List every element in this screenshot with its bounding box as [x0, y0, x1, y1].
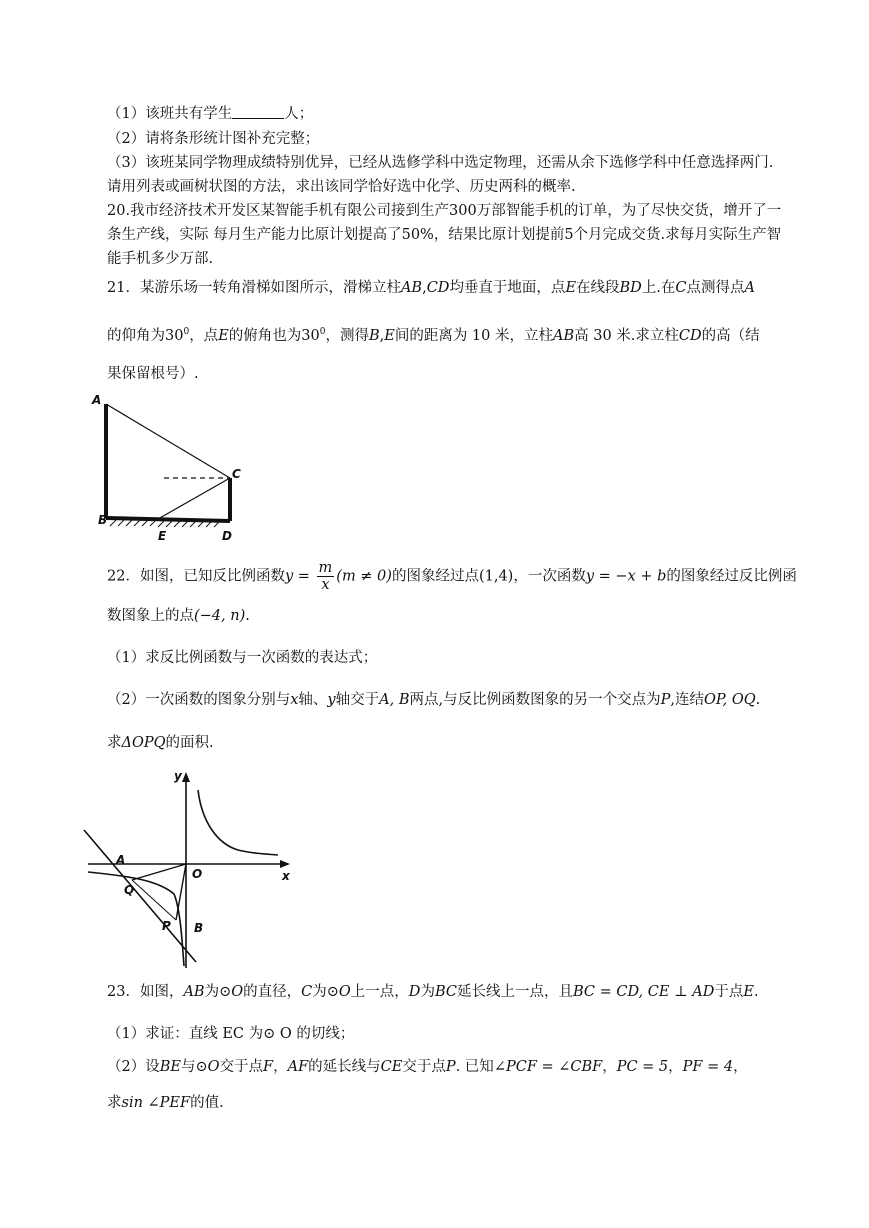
var-d: D [408, 984, 421, 1000]
var-p: P [660, 692, 671, 708]
q23-part2-line2 [107, 1093, 224, 1113]
var-be: BE [159, 1059, 181, 1075]
point-1-4: (1,4) [478, 568, 514, 585]
q23-text: 的延长线与 [308, 1059, 381, 1075]
var-af: AF [287, 1059, 309, 1075]
q23-text: 的直径， [243, 984, 302, 1000]
q22-text: . [755, 692, 761, 708]
q23-text: 延长线上一点，且 [456, 984, 573, 1000]
condition-bc-cd: BC = CD, CE ⊥ AD [572, 984, 715, 1000]
q23-text: 为⊙ [204, 984, 232, 1000]
var-x: x [290, 692, 299, 708]
q23-part2 [107, 1057, 748, 1077]
q23-text: 交于点 [219, 1059, 264, 1075]
y-axis-arrow [182, 772, 190, 782]
q19-part3-line1: （3）该班某同学物理成绩特别优异，已经从选修学科中选定物理，还需从余下选修学科中任意选择两门. [107, 155, 774, 171]
q22-text: 的面积. [165, 735, 214, 751]
var-ab: AB [553, 327, 575, 344]
var-bd: BD [619, 280, 642, 296]
q21-text: 间的距离为 10 米，立柱 [394, 327, 553, 344]
q23-text: 与⊙ [180, 1059, 208, 1075]
var-y: y [284, 568, 294, 585]
segment-oq [132, 864, 186, 880]
q22-line1 [107, 560, 797, 593]
pc-value: PC = 5 [616, 1059, 669, 1075]
angle-equality: ∠PCF = ∠CBF [493, 1059, 603, 1075]
point-neg4-n: (−4, n) [194, 608, 246, 624]
q23-text: 求 [107, 1095, 122, 1111]
q20-line3: 能手机多少万部. [107, 251, 214, 267]
q23-line1 [107, 982, 759, 1002]
q23-text: . 已知 [455, 1059, 494, 1075]
q23-text: ， [668, 1059, 683, 1075]
var-o: O [231, 984, 244, 1000]
segment-op [176, 864, 186, 920]
q21-text: 上.在 [641, 280, 676, 296]
q23-text: 为 [420, 984, 435, 1000]
label-p: P [162, 919, 171, 933]
var-op-oq: OP, OQ [703, 692, 756, 708]
q22-text: 轴交于 [335, 692, 380, 708]
var-ab: AB [400, 280, 423, 296]
q23-text: 为⊙ [312, 984, 339, 1000]
pf-value: PF = 4 [682, 1059, 734, 1075]
x-axis-arrow [280, 860, 290, 868]
q23-text: 上一点， [350, 984, 409, 1000]
var-ab: AB [183, 984, 205, 1000]
q23-text: ， [733, 1059, 748, 1075]
var-p: P [445, 1059, 456, 1075]
q21-text: 的仰角为30 [107, 327, 184, 344]
var-bc: BC [434, 984, 457, 1000]
var-a: A [744, 280, 756, 296]
var-c: C [675, 280, 687, 296]
var-e: E [218, 327, 229, 344]
equals-sign: = [293, 568, 315, 585]
q21-text: 均垂直于地面，点 [449, 280, 566, 296]
ground-bd [106, 518, 230, 521]
label-b: B [98, 513, 108, 527]
q23-text: ， [273, 1059, 288, 1075]
label-a: A [116, 853, 126, 867]
q23-text: 交于点 [402, 1059, 446, 1075]
label-a: A [92, 393, 102, 407]
q22-line2 [107, 606, 250, 626]
label-b: B [194, 921, 204, 935]
q21-line1: 21．某游乐场一转角滑梯如图所示，滑梯立柱AB,CD均垂直于地面，点E在线段BD上.在C点测得点A [107, 280, 756, 296]
q23-text: （2）设 [107, 1059, 160, 1075]
q22-text: ，一次函数 [513, 568, 586, 585]
q21-text: ，点 [189, 327, 219, 344]
q19-part2: （2）请将条形统计图补充完整； [107, 131, 320, 147]
fraction-m-over-x [317, 560, 335, 593]
q19-part1-text: （1）该班共有学生 [107, 106, 233, 122]
var-b: B [368, 327, 380, 344]
triangle-opq: ΔOPQ [121, 735, 166, 751]
label-o: O [192, 867, 203, 881]
q21-text: 高 30 米.求立柱 [574, 327, 679, 344]
q23-text: 于点 [714, 984, 744, 1000]
linear-line [84, 830, 196, 962]
q23-text: . [754, 984, 759, 1000]
q22-text: . [245, 608, 250, 624]
var-e: E [384, 327, 395, 344]
condition: (m ≠ 0) [336, 568, 392, 585]
q22-text: 的图象经过点 [391, 568, 479, 585]
function-graph-figure [78, 768, 298, 973]
q23-text: 的值. [190, 1095, 224, 1111]
answer-blank [232, 104, 284, 119]
var-c: C [301, 984, 313, 1000]
fraction-numerator: m [318, 560, 333, 576]
slide-figure [88, 390, 258, 546]
q21-text: 的高（结 [701, 327, 760, 344]
q20-line2: 条生产线，实际 每月生产能力比原计划提高了50%，结果比原计划提前5个月完成交货.求每月实际生产智 [107, 227, 782, 243]
var-cd: CD [426, 280, 450, 296]
label-d: D [222, 529, 232, 543]
q21-text: 的俯角也为30 [228, 327, 320, 344]
label-x: x [282, 869, 290, 883]
line-ec [158, 478, 230, 519]
q21-line3: 果保留根号）. [107, 366, 199, 382]
q23-text: 23．如图， [107, 984, 184, 1000]
q22-text: 数图象上的点 [107, 608, 194, 624]
label-q: Q [124, 883, 135, 897]
degree-sup: 0 [319, 327, 326, 337]
q22-part2 [107, 690, 760, 710]
q21-line2: 的仰角为$30^0$，点E的俯角也为$30^0$，测得B,E间的距离为 10 米，立柱AB高 30 米.求立柱CD的高（结 [107, 327, 760, 344]
var-e: E [565, 280, 577, 296]
q21-text: ，测得 [325, 327, 369, 344]
q19-part3-line2: 请用列表或画树状图的方法，求出该同学恰好选中化学、历史两科的概率. [107, 179, 576, 195]
var-o: O [338, 984, 351, 1000]
q19-part1 [107, 104, 313, 124]
q20-line1: 20.我市经济技术开发区某智能手机有限公司接到生产300万部智能手机的订单，为了尽快交货，增开了一 [107, 203, 782, 219]
q22-text: ,连结 [670, 692, 704, 708]
q22-text: 的图象经过反比例函 [666, 568, 797, 585]
q22-text: （2）一次函数的图象分别与 [107, 692, 291, 708]
q22-text: 两点,与反比例函数图象的另一个交点为 [409, 692, 661, 708]
linear-function: y = −x + b [585, 568, 667, 585]
sin-pef: sin ∠PEF [121, 1095, 191, 1111]
var-cd: CD [678, 327, 702, 344]
degree-sup: 0 [183, 327, 190, 337]
q21-text: 点测得点 [686, 280, 745, 296]
label-e: E [158, 529, 167, 543]
var-f: F [263, 1059, 274, 1075]
q22-text: 轴、 [298, 692, 328, 708]
q21-text: 21．某游乐场一转角滑梯如图所示，滑梯立柱 [107, 280, 401, 296]
var-e: E [743, 984, 755, 1000]
line-ac [106, 404, 230, 478]
var-ce: CE [380, 1059, 403, 1075]
q23-text: ， [602, 1059, 617, 1075]
q19-part1-suffix: 人； [284, 106, 314, 122]
label-c: C [232, 467, 241, 481]
q23-part1: （1）求证：直线 EC 为⊙ O 的切线； [107, 1026, 355, 1042]
q22-text: 求 [107, 735, 122, 751]
segment-pq [132, 880, 176, 920]
q22-part1: （1）求反比例函数与一次函数的表达式； [107, 650, 378, 666]
label-y: y [174, 769, 182, 783]
var-o: O [207, 1059, 220, 1075]
hyperbola-branch-1 [198, 790, 278, 855]
q22-text: 22．如图，已知反比例函数 [107, 568, 285, 585]
var-y: y [327, 692, 336, 708]
fraction-denominator: x [321, 577, 330, 593]
q22-part2-line2 [107, 733, 214, 753]
var-ab: A, B [379, 692, 410, 708]
q21-text: 在线段 [576, 280, 620, 296]
